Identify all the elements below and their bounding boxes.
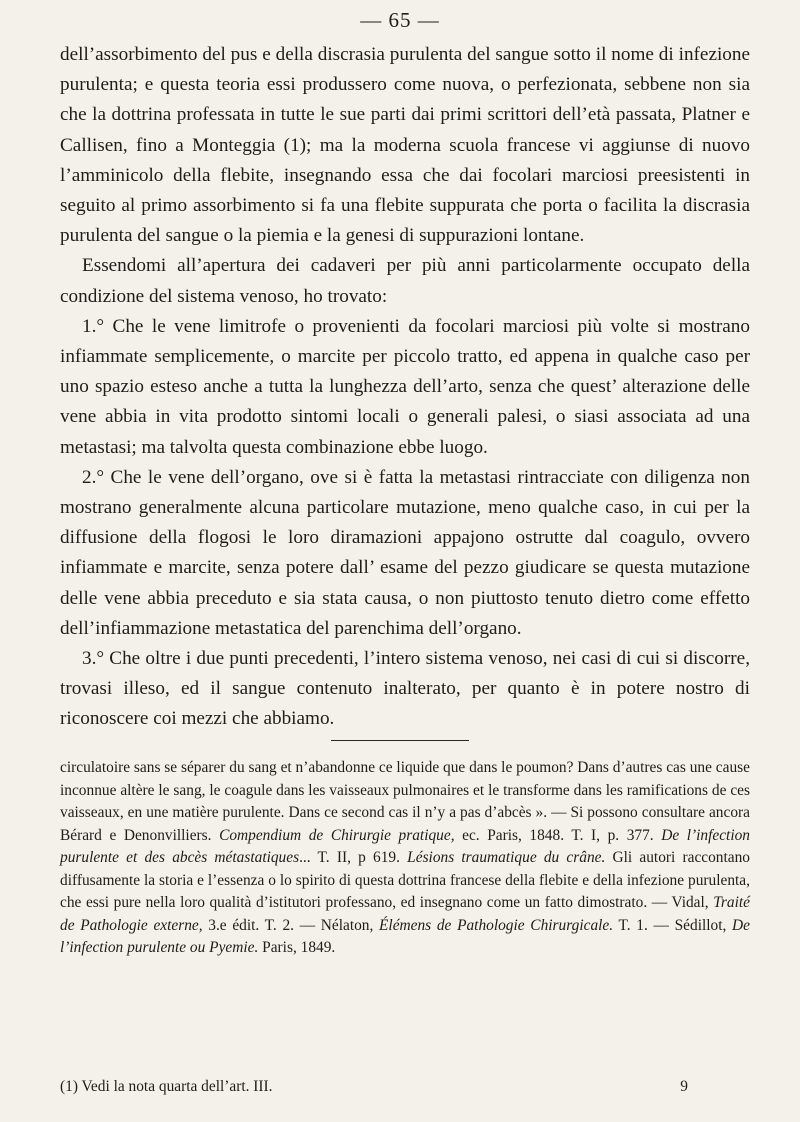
main-text [60, 40, 750, 735]
footnote-line [60, 1076, 750, 1098]
page-number: — 65 — [360, 8, 440, 32]
footnote-1: (1) Vedi la nota quarta dell’art. III. [60, 1078, 273, 1095]
footnote-block [60, 757, 750, 960]
footnote-text: circulatoire sans se séparer du sang et n’abandonne ce liquide que dans le poumon? Dans d’autres cas une cause inconnue altère le sang, le coagule dans les vaisseaux pulmonaires et le transforme dans les ramifications de ces vaisseaux, en une matière purulente. Dans ce second cas il n’y a pas d’abcès ». — Si possono consultare ancora Bérard e Denonvilliers. Compendium de Chirurgie pratique, ec. Paris, 1848. T. I, p. 377. De l’infection purulente et des abcès métastatiques... T. II, p 619. Lésions traumatique du crâne. Gli autori raccontano diffusamente la storia e l’essenza o lo spirito di questa dottrina francese della flebite e della infezione purulenta, che essi pure nella loro qualità d’istitutori professano, ed insegnano come un fatto dimostrato. — Vidal, Traité de Pathologie externe, 3.e édit. T. 2. — Nélaton, Élémens de Pathologie Chirurgicale. T. 1. — Sédillot, De l’infection purulente ou Pyemie. Paris, 1849. [60, 759, 750, 956]
paragraph-intro: Essendomi all’apertura dei cadaveri per più anni particolarmente occupato della condizione del sistema venoso, ho trovato: [60, 255, 750, 307]
signature-mark: 9 [680, 1078, 688, 1095]
ref-title: Compendium de Chirurgie pratique, [219, 826, 455, 844]
ref-title: Élémens de Pathologie Chirurgicale. [379, 916, 614, 934]
finding-2: 2.° Che le vene dell’organo, ove si è fatta la metastasi rintracciate con diligenza non mostrano generalmente alcuna particolare mutazione, meno qualche caso, in cui per la diffusione della flogosi le loro diramazioni appajono ostrutte dal coagulo, ovvero infiammate e marcite, senza potere dall’ esame del pezzo giudicare se questa mutazione delle vene abbia preceduto e sia stata causa, o non piuttosto tenuto dietro come effetto dell’infiammazione metastatica del parenchima dell’organo. [60, 466, 750, 639]
ref-title: Lésions traumatique du crâne. [407, 849, 606, 866]
ref-title: De l’infection purulente ou Pyemie. [60, 916, 750, 956]
footnote-divider [331, 740, 469, 741]
commentary: Gli autori raccontano diffusamente la storia e l’essenza o lo spirito di questa dottrina francese della flebite e della infezione purulenta, che essi pure nella loro qualità d’istitutori professano, ed insegnano come un fatto dimostrato. — Vidal, [60, 849, 750, 911]
ref-title: Traité de Pathologie externe, [60, 894, 750, 934]
paragraph-continued: dell’assorbimento del pus e della discrasia purulenta del sangue sotto il nome di infezione purulenta; e questa teoria essi produssero come nuova, o perfezionata, sebbene non sia che la dottrina professata in tutte le sue parti dai primi scrittori dell’età passata, Platner e Callisen, fino a Monteggia (1); ma la moderna scuola francese vi aggiunse di nuovo l’amminicolo della flebite, insegnando essa che dai focolari marciosi preesistenti in seguito al primo assorbimento si fa una flebite suppurata che porta o facilita la discrasia purulenta del sangue o la piemia e la genesi di suppurazioni lontane. [60, 44, 750, 247]
finding-3: 3.° Che oltre i due punti precedenti, l’intero sistema venoso, nei casi di cui si discorre, trovasi illeso, ed il sangue contenuto inalterato, per quanto è in potere nostro di riconoscere coi mezzi che abbiamo. [60, 648, 750, 730]
ref-title: De l’infection purulente et des abcès métastatiques [60, 826, 750, 866]
finding-1: 1.° Che le vene limitrofe o provenienti da focolari marciosi più volte si mostrano infiammate semplicemente, o marcite per piccolo tratto, ed appena in qualche caso per uno spazio esteso anche a tutta la lunghezza dell’arto, senza che quest’ alterazione delle vene abbia in vita prodotto sintomi locali o generali palesi, o siasi associata ad una metastasi; ma talvolta questa combinazione ebbe luogo. [60, 315, 750, 458]
french-quotation: circulatoire sans se séparer du sang et n’abandonne ce liquide que dans le poumon? Dans d’autres cas une cause inconnue altère le sang, le coagule dans les vaisseaux pulmonaires et le transforme dans les ramifications de ces vaisseaux, en une matière purulente. Dans ce second cas il n’y a pas d’abcès ». — Si possono consultare ancora Bérard e Denonvilliers. [60, 759, 750, 844]
